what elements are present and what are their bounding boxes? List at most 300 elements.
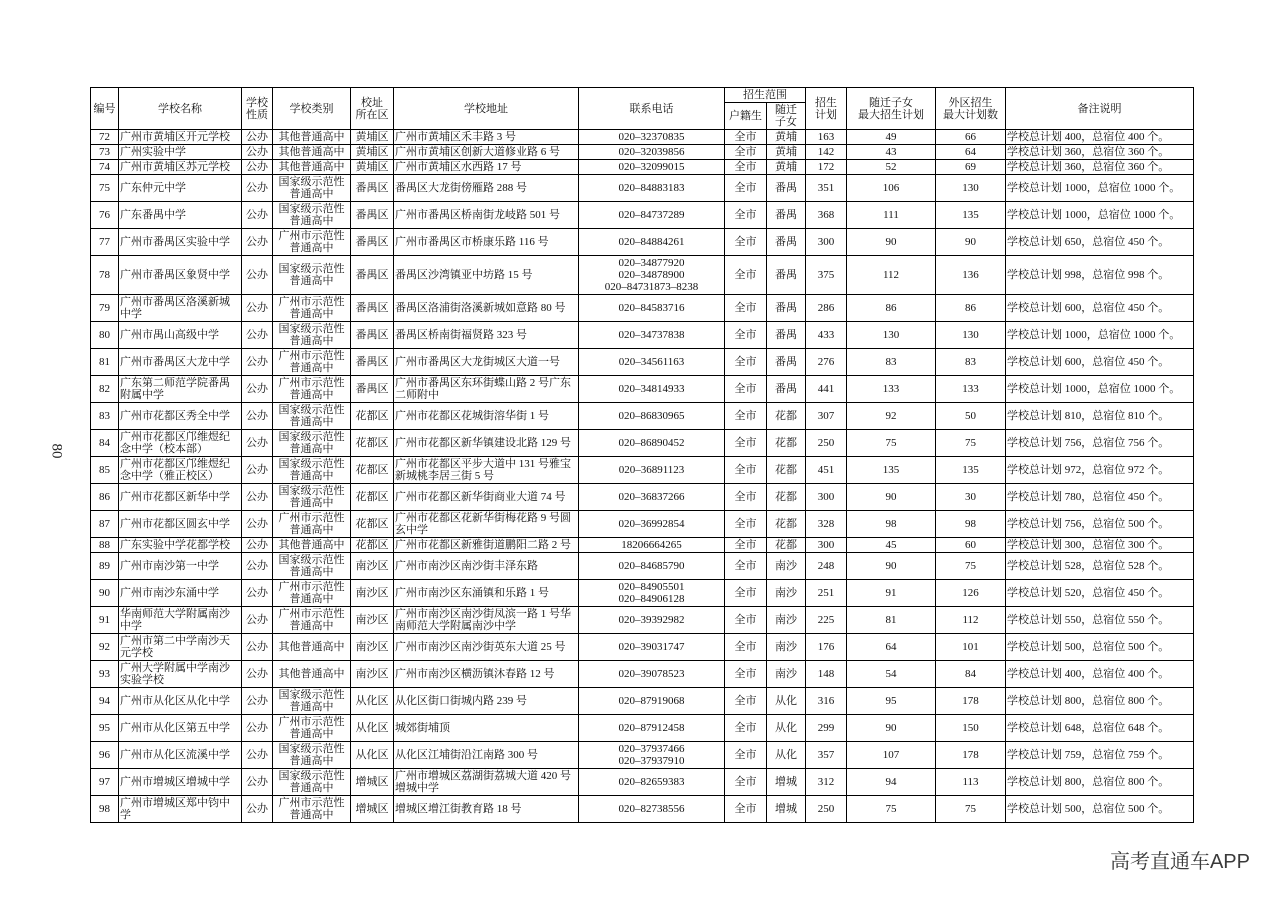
remarks-cell: 学校总计划 360，总宿位 360 个。 (1006, 160, 1194, 175)
school-nature-cell: 公办 (242, 430, 273, 457)
max-suiqian-cell: 106 (847, 175, 936, 202)
plan-cell: 300 (806, 229, 847, 256)
max-waiqu-cell: 178 (936, 742, 1006, 769)
district-cell: 增城区 (351, 796, 394, 823)
school-name-cell: 广州市禺山高级中学 (119, 322, 242, 349)
plan-cell: 250 (806, 430, 847, 457)
phone-cell (579, 538, 725, 553)
scope-huji-cell: 全市 (725, 580, 767, 607)
school-name-cell: 广州市从化区从化中学 (119, 688, 242, 715)
school-name-cell: 广州市番禺区实验中学 (119, 229, 242, 256)
scope-huji-cell: 全市 (725, 403, 767, 430)
row-number-cell: 82 (91, 376, 119, 403)
school-nature-cell: 公办 (242, 661, 273, 688)
school-category-cell: 国家级示范性普通高中 (273, 553, 351, 580)
phone-number: 020–32039856 (618, 146, 685, 158)
phone-number: 020–39031747 (618, 641, 685, 653)
max-waiqu-cell: 66 (936, 130, 1006, 145)
district-cell: 南沙区 (351, 580, 394, 607)
phone-number: 020–84905501 (618, 581, 685, 593)
scope-suiqian-cell: 黄埔 (767, 145, 806, 160)
phone-number: 020–86890452 (618, 437, 685, 449)
address-cell: 广州市黄埔区水西路 17 号 (394, 160, 579, 175)
row-number-cell: 86 (91, 484, 119, 511)
max-waiqu-cell: 130 (936, 322, 1006, 349)
phone-cell (579, 175, 725, 202)
district-cell: 番禺区 (351, 322, 394, 349)
row-number-cell: 81 (91, 349, 119, 376)
max-suiqian-cell: 90 (847, 229, 936, 256)
address-cell: 番禺区洛浦街洛溪新城如意路 80 号 (394, 295, 579, 322)
school-category-cell: 其他普通高中 (273, 538, 351, 553)
max-waiqu-cell: 136 (936, 256, 1006, 295)
address-cell: 广州市番禺区市桥康乐路 116 号 (394, 229, 579, 256)
scope-huji-cell: 全市 (725, 634, 767, 661)
phone-number: 020–87919068 (618, 695, 685, 707)
max-suiqian-cell: 133 (847, 376, 936, 403)
header-label: 招生 (815, 96, 837, 109)
table-row (91, 457, 1194, 484)
max-suiqian-cell: 98 (847, 511, 936, 538)
school-name-cell: 广州市第二中学南沙天元学校 (119, 634, 242, 661)
admission-plan-table (90, 87, 1194, 823)
plan-cell: 441 (806, 376, 847, 403)
max-suiqian-cell: 90 (847, 553, 936, 580)
phone-number: 020–32370835 (618, 131, 685, 143)
scope-huji-cell: 全市 (725, 769, 767, 796)
phone-cell (579, 202, 725, 229)
plan-cell: 357 (806, 742, 847, 769)
district-cell: 花都区 (351, 403, 394, 430)
school-category-cell: 国家级示范性普通高中 (273, 430, 351, 457)
district-cell: 番禺区 (351, 175, 394, 202)
scope-suiqian-cell: 从化 (767, 742, 806, 769)
remarks-cell: 学校总计划 759，总宿位 759 个。 (1006, 742, 1194, 769)
header-school-nature (242, 88, 273, 130)
school-name-cell: 广州市黄埔区开元学校 (119, 130, 242, 145)
scope-suiqian-cell: 南沙 (767, 553, 806, 580)
max-waiqu-cell: 98 (936, 511, 1006, 538)
max-waiqu-cell: 75 (936, 796, 1006, 823)
school-nature-cell: 公办 (242, 349, 273, 376)
row-number-cell: 90 (91, 580, 119, 607)
remarks-cell: 学校总计划 520，总宿位 450 个。 (1006, 580, 1194, 607)
district-cell: 花都区 (351, 511, 394, 538)
table-row (91, 796, 1194, 823)
header-label: 学校名称 (158, 102, 202, 115)
phone-number: 020–36837266 (618, 491, 685, 503)
district-cell: 黄埔区 (351, 130, 394, 145)
school-nature-cell: 公办 (242, 796, 273, 823)
phone-number: 020–39392982 (618, 614, 685, 626)
plan-cell: 250 (806, 796, 847, 823)
scope-huji-cell: 全市 (725, 130, 767, 145)
school-nature-cell: 公办 (242, 484, 273, 511)
header-label: 学校 (246, 96, 268, 109)
phone-number: 020–36891123 (618, 464, 685, 476)
district-cell: 花都区 (351, 457, 394, 484)
district-cell: 番禺区 (351, 256, 394, 295)
max-waiqu-cell: 75 (936, 553, 1006, 580)
max-waiqu-cell: 133 (936, 376, 1006, 403)
scope-huji-cell: 全市 (725, 202, 767, 229)
address-cell: 广州市番禺区东环街蝶山路 2 号广东二师附中 (394, 376, 579, 403)
phone-cell (579, 661, 725, 688)
phone-number: 020–86830965 (618, 410, 685, 422)
table-row (91, 538, 1194, 553)
scope-suiqian-cell: 黄埔 (767, 130, 806, 145)
phone-number: 020–34814933 (618, 383, 685, 395)
max-waiqu-cell: 135 (936, 457, 1006, 484)
school-name-cell: 广州市花都区新华中学 (119, 484, 242, 511)
district-cell: 黄埔区 (351, 160, 394, 175)
max-waiqu-cell: 112 (936, 607, 1006, 634)
header-label: 子女 (775, 116, 797, 128)
max-waiqu-cell: 178 (936, 688, 1006, 715)
header-label: 编号 (93, 102, 116, 115)
school-nature-cell: 公办 (242, 538, 273, 553)
max-suiqian-cell: 92 (847, 403, 936, 430)
school-nature-cell: 公办 (242, 175, 273, 202)
scope-suiqian-cell: 番禺 (767, 376, 806, 403)
school-name-cell: 广州市番禺区洛溪新城中学 (119, 295, 242, 322)
header-scope-suiqian (767, 103, 806, 130)
max-waiqu-cell: 50 (936, 403, 1006, 430)
phone-cell (579, 634, 725, 661)
row-number-cell: 91 (91, 607, 119, 634)
header-label: 学校地址 (464, 102, 508, 115)
remarks-cell: 学校总计划 600，总宿位 450 个。 (1006, 349, 1194, 376)
row-number-cell: 80 (91, 322, 119, 349)
school-name-cell: 广东第二师范学院番禺附属中学 (119, 376, 242, 403)
address-cell: 增城区增江街教育路 18 号 (394, 796, 579, 823)
address-cell: 广州市花都区花城街溶华街 1 号 (394, 403, 579, 430)
max-waiqu-cell: 86 (936, 295, 1006, 322)
max-suiqian-cell: 90 (847, 715, 936, 742)
district-cell: 南沙区 (351, 634, 394, 661)
school-category-cell: 广州市示范性普通高中 (273, 376, 351, 403)
school-nature-cell: 公办 (242, 322, 273, 349)
header-scope: 招生范围 (725, 88, 806, 103)
table-row (91, 715, 1194, 742)
school-category-cell: 国家级示范性普通高中 (273, 322, 351, 349)
header-district (351, 88, 394, 130)
address-cell: 广州市花都区新华镇建设北路 129 号 (394, 430, 579, 457)
phone-number: 020–84583716 (618, 302, 685, 314)
scope-suiqian-cell: 花都 (767, 403, 806, 430)
header-school-name (119, 88, 242, 130)
header-scope-huji (725, 103, 767, 130)
school-category-cell: 广州市示范性普通高中 (273, 607, 351, 634)
district-cell: 花都区 (351, 484, 394, 511)
school-name-cell: 广州市黄埔区苏元学校 (119, 160, 242, 175)
school-category-cell: 其他普通高中 (273, 130, 351, 145)
row-number-cell: 78 (91, 256, 119, 295)
page-number: 80 (48, 443, 65, 459)
school-category-cell: 其他普通高中 (273, 634, 351, 661)
address-cell: 番禺区沙湾镇亚中坊路 15 号 (394, 256, 579, 295)
max-suiqian-cell: 112 (847, 256, 936, 295)
school-name-cell: 广州市南沙东涌中学 (119, 580, 242, 607)
table-row (91, 553, 1194, 580)
school-nature-cell: 公办 (242, 145, 273, 160)
remarks-cell: 学校总计划 1000，总宿位 1000 个。 (1006, 322, 1194, 349)
phone-cell (579, 376, 725, 403)
school-nature-cell: 公办 (242, 607, 273, 634)
header-label: 计划 (815, 108, 837, 121)
school-name-cell: 广州实验中学 (119, 145, 242, 160)
row-number-cell: 79 (91, 295, 119, 322)
school-name-cell: 广州市从化区第五中学 (119, 715, 242, 742)
address-cell: 从化区江埔街沿江南路 300 号 (394, 742, 579, 769)
phone-number: 020–34737838 (618, 329, 685, 341)
table-row (91, 130, 1194, 145)
scope-huji-cell: 全市 (725, 796, 767, 823)
row-number-cell: 94 (91, 688, 119, 715)
header-no (91, 88, 119, 130)
scope-suiqian-cell: 花都 (767, 511, 806, 538)
remarks-cell: 学校总计划 1000，总宿位 1000 个。 (1006, 202, 1194, 229)
scope-huji-cell: 全市 (725, 376, 767, 403)
max-suiqian-cell: 95 (847, 688, 936, 715)
district-cell: 从化区 (351, 688, 394, 715)
phone-cell (579, 130, 725, 145)
address-cell: 广州市南沙区南沙街凤滨一路 1 号华南师范大学附属南沙中学 (394, 607, 579, 634)
plan-cell: 142 (806, 145, 847, 160)
max-suiqian-cell: 90 (847, 484, 936, 511)
scope-huji-cell: 全市 (725, 511, 767, 538)
address-cell: 广州市南沙区东涌镇和乐路 1 号 (394, 580, 579, 607)
row-number-cell: 92 (91, 634, 119, 661)
scope-suiqian-cell: 番禺 (767, 175, 806, 202)
school-category-cell: 国家级示范性普通高中 (273, 457, 351, 484)
max-waiqu-cell: 75 (936, 430, 1006, 457)
phone-number: 020–87912458 (618, 722, 685, 734)
phone-number: 020–84884261 (618, 236, 685, 248)
row-number-cell: 84 (91, 430, 119, 457)
header-plan (806, 88, 847, 130)
table-body (91, 130, 1194, 823)
phone-number: 020–34878900 (618, 269, 685, 281)
address-cell: 广州市花都区新雅街道鹏阳二路 2 号 (394, 538, 579, 553)
scope-suiqian-cell: 番禺 (767, 229, 806, 256)
school-category-cell: 广州市示范性普通高中 (273, 295, 351, 322)
header-label: 联系电话 (629, 102, 674, 115)
phone-number: 020–82738556 (618, 803, 685, 815)
scope-huji-cell: 全市 (725, 145, 767, 160)
school-nature-cell: 公办 (242, 715, 273, 742)
max-suiqian-cell: 107 (847, 742, 936, 769)
plan-cell: 351 (806, 175, 847, 202)
header-label: 随迁子女 (869, 96, 913, 109)
school-category-cell: 国家级示范性普通高中 (273, 202, 351, 229)
header-school-category (273, 88, 351, 130)
remarks-cell: 学校总计划 300，总宿位 300 个。 (1006, 538, 1194, 553)
header-remarks (1006, 88, 1194, 130)
row-number-cell: 97 (91, 769, 119, 796)
phone-number: 020–84883183 (618, 182, 685, 194)
school-category-cell: 国家级示范性普通高中 (273, 484, 351, 511)
plan-cell: 368 (806, 202, 847, 229)
max-suiqian-cell: 81 (847, 607, 936, 634)
school-name-cell: 广州市增城区增城中学 (119, 769, 242, 796)
phone-number: 020–82659383 (618, 776, 685, 788)
scope-suiqian-cell: 从化 (767, 715, 806, 742)
school-nature-cell: 公办 (242, 634, 273, 661)
scope-huji-cell: 全市 (725, 295, 767, 322)
header-label: 备注说明 (1077, 102, 1122, 115)
district-cell: 增城区 (351, 769, 394, 796)
phone-number: 020–34877920 (618, 257, 685, 269)
row-number-cell: 75 (91, 175, 119, 202)
plan-cell: 163 (806, 130, 847, 145)
table-row (91, 511, 1194, 538)
school-name-cell: 广州大学附属中学南沙实验学校 (119, 661, 242, 688)
district-cell: 番禺区 (351, 349, 394, 376)
phone-cell (579, 229, 725, 256)
table-row (91, 607, 1194, 634)
school-name-cell: 广州市花都区邝维煜纪念中学（雅正校区） (119, 457, 242, 484)
header-label: 户籍生 (729, 110, 762, 122)
table-row (91, 430, 1194, 457)
max-suiqian-cell: 111 (847, 202, 936, 229)
school-name-cell: 广东仲元中学 (119, 175, 242, 202)
row-number-cell: 73 (91, 145, 119, 160)
phone-cell (579, 457, 725, 484)
scope-suiqian-cell: 南沙 (767, 580, 806, 607)
plan-cell: 433 (806, 322, 847, 349)
table-row (91, 580, 1194, 607)
scope-huji-cell: 全市 (725, 607, 767, 634)
school-nature-cell: 公办 (242, 376, 273, 403)
scope-huji-cell: 全市 (725, 175, 767, 202)
school-nature-cell: 公办 (242, 511, 273, 538)
table-row (91, 229, 1194, 256)
max-waiqu-cell: 90 (936, 229, 1006, 256)
remarks-cell: 学校总计划 780，总宿位 450 个。 (1006, 484, 1194, 511)
max-waiqu-cell: 126 (936, 580, 1006, 607)
row-number-cell: 72 (91, 130, 119, 145)
phone-cell (579, 715, 725, 742)
scope-suiqian-cell: 花都 (767, 484, 806, 511)
plan-cell: 276 (806, 349, 847, 376)
phone-number: 020–36992854 (618, 518, 685, 530)
phone-cell (579, 145, 725, 160)
header-label: 所在区 (355, 108, 389, 121)
scope-suiqian-cell: 南沙 (767, 661, 806, 688)
scope-huji-cell: 全市 (725, 742, 767, 769)
plan-cell: 176 (806, 634, 847, 661)
school-category-cell: 广州市示范性普通高中 (273, 229, 351, 256)
row-number-cell: 76 (91, 202, 119, 229)
max-suiqian-cell: 52 (847, 160, 936, 175)
remarks-cell: 学校总计划 400，总宿位 400 个。 (1006, 130, 1194, 145)
header-label: 最大计划数 (943, 108, 998, 121)
school-category-cell: 国家级示范性普通高中 (273, 688, 351, 715)
address-cell: 番禺区桥南街福贤路 323 号 (394, 322, 579, 349)
phone-number: 18206664265 (621, 539, 682, 551)
remarks-cell: 学校总计划 756，总宿位 756 个。 (1006, 430, 1194, 457)
max-suiqian-cell: 135 (847, 457, 936, 484)
district-cell: 花都区 (351, 430, 394, 457)
max-suiqian-cell: 75 (847, 430, 936, 457)
address-cell: 广州市黄埔区禾丰路 3 号 (394, 130, 579, 145)
max-suiqian-cell: 43 (847, 145, 936, 160)
address-cell: 广州市花都区花新华街梅花路 9 号圆玄中学 (394, 511, 579, 538)
header-phone (579, 88, 725, 130)
phone-cell (579, 796, 725, 823)
phone-cell (579, 430, 725, 457)
row-number-cell: 96 (91, 742, 119, 769)
school-nature-cell: 公办 (242, 457, 273, 484)
phone-cell (579, 742, 725, 769)
address-cell: 广州市番禺区桥南街龙岐路 501 号 (394, 202, 579, 229)
max-waiqu-cell: 60 (936, 538, 1006, 553)
max-waiqu-cell: 101 (936, 634, 1006, 661)
scope-suiqian-cell: 番禺 (767, 256, 806, 295)
phone-number: 020–37937466 (618, 743, 685, 755)
scope-huji-cell: 全市 (725, 256, 767, 295)
max-suiqian-cell: 64 (847, 634, 936, 661)
plan-cell: 328 (806, 511, 847, 538)
max-waiqu-cell: 83 (936, 349, 1006, 376)
plan-cell: 299 (806, 715, 847, 742)
table-row (91, 295, 1194, 322)
scope-huji-cell: 全市 (725, 715, 767, 742)
remarks-cell: 学校总计划 998，总宿位 998 个。 (1006, 256, 1194, 295)
school-name-cell: 广东番禺中学 (119, 202, 242, 229)
row-number-cell: 89 (91, 553, 119, 580)
row-number-cell: 74 (91, 160, 119, 175)
school-name-cell: 广州市花都区邝维煜纪念中学（校本部） (119, 430, 242, 457)
school-nature-cell: 公办 (242, 553, 273, 580)
plan-cell: 286 (806, 295, 847, 322)
scope-huji-cell: 全市 (725, 229, 767, 256)
remarks-cell: 学校总计划 810，总宿位 810 个。 (1006, 403, 1194, 430)
plan-cell: 225 (806, 607, 847, 634)
max-waiqu-cell: 135 (936, 202, 1006, 229)
school-category-cell: 广州市示范性普通高中 (273, 796, 351, 823)
plan-cell: 307 (806, 403, 847, 430)
table-row (91, 661, 1194, 688)
school-category-cell: 其他普通高中 (273, 661, 351, 688)
max-waiqu-cell: 113 (936, 769, 1006, 796)
remarks-cell: 学校总计划 1000，总宿位 1000 个。 (1006, 175, 1194, 202)
phone-number: 020–39078523 (618, 668, 685, 680)
max-waiqu-cell: 84 (936, 661, 1006, 688)
scope-suiqian-cell: 花都 (767, 538, 806, 553)
table-row (91, 376, 1194, 403)
table-row (91, 175, 1194, 202)
phone-number: 020–37937910 (618, 755, 685, 767)
row-number-cell: 87 (91, 511, 119, 538)
table-header (91, 88, 1194, 130)
school-category-cell: 广州市示范性普通高中 (273, 511, 351, 538)
header-label: 最大招生计划 (858, 108, 924, 121)
remarks-cell: 学校总计划 500，总宿位 500 个。 (1006, 796, 1194, 823)
max-suiqian-cell: 54 (847, 661, 936, 688)
scope-suiqian-cell: 番禺 (767, 349, 806, 376)
scope-suiqian-cell: 增城 (767, 796, 806, 823)
max-waiqu-cell: 130 (936, 175, 1006, 202)
school-nature-cell: 公办 (242, 403, 273, 430)
header-row (91, 88, 1194, 103)
remarks-cell: 学校总计划 528，总宿位 528 个。 (1006, 553, 1194, 580)
school-category-cell: 其他普通高中 (273, 160, 351, 175)
table-row (91, 688, 1194, 715)
scope-huji-cell: 全市 (725, 661, 767, 688)
scope-huji-cell: 全市 (725, 553, 767, 580)
